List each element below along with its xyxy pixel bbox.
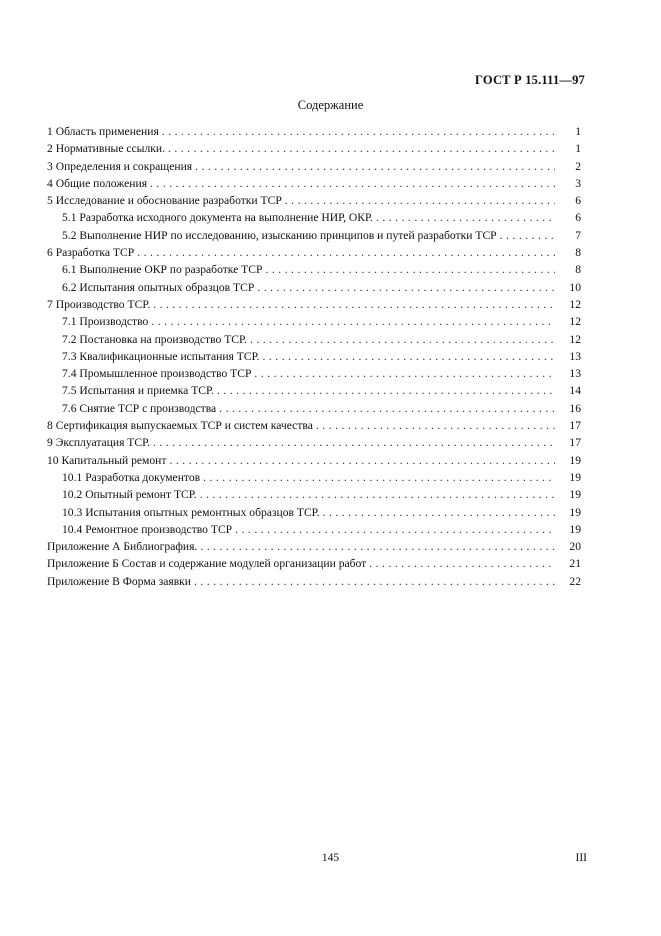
toc-entry[interactable] [47, 125, 581, 142]
toc-entry[interactable] [47, 402, 581, 419]
toc-entry-page: 20 [569, 540, 581, 554]
toc-entry[interactable] [47, 488, 581, 505]
toc-dot-leader [200, 540, 555, 553]
roman-page-number: III [575, 852, 587, 864]
toc-entry-page: 8 [575, 246, 581, 260]
toc-dot-leader [500, 229, 555, 242]
toc-entry-page: 16 [569, 401, 581, 415]
toc-entry-label: 1 Область применения [47, 125, 159, 138]
toc-entry-page: 1 [575, 125, 581, 138]
toc-entry-label: 7.5 Испытания и приемка ТСР. [62, 384, 214, 398]
toc-dot-leader [285, 194, 555, 207]
toc-entry-label: 7.2 Постановка на производство ТСР. [62, 332, 247, 346]
toc-entry-label: 7.6 Снятие ТСР с производства [62, 401, 217, 415]
toc-dot-leader [153, 436, 555, 449]
toc-entry-label: 3 Определения и сокращения [47, 159, 193, 173]
toc-dot-leader [369, 557, 555, 570]
toc-entry-page: 14 [569, 384, 581, 398]
page-number: 145 [321, 852, 340, 864]
toc-entry-page: 19 [569, 453, 581, 467]
toc-entry-page: 6 [575, 211, 581, 225]
toc-entry-label: 5.1 Разработка исходного документа на выполнение НИР, ОКР. [62, 211, 373, 225]
toc-entry-page: 21 [569, 557, 581, 571]
toc-dot-leader [137, 246, 555, 259]
toc-entry-label: 5.2 Выполнение НИР по исследованию, изысканию принципов и путей разработки ТСР [62, 228, 497, 242]
toc-entry[interactable] [47, 298, 581, 315]
toc-entry-page: 10 [569, 280, 581, 294]
toc-entry-label: 7 Производство ТСР. [47, 297, 151, 311]
toc-dot-leader [265, 263, 555, 276]
toc-entry-label: 9 Эксплуатация ТСР. [47, 436, 151, 450]
toc-entry-label: 10.4 Ремонтное производство ТСР [62, 522, 233, 536]
toc-entry[interactable] [47, 384, 581, 401]
toc-entry-page: 13 [569, 367, 581, 381]
toc-entry-label: 8 Сертификация выпускаемых ТСР и систем качества [47, 419, 313, 433]
toc-entry[interactable] [47, 229, 581, 246]
toc-dot-leader [162, 125, 555, 138]
toc-entry[interactable] [47, 177, 581, 194]
toc-entry-label: 4 Общие положения [47, 176, 148, 190]
toc-entry[interactable] [47, 419, 581, 436]
toc-entry[interactable] [47, 454, 581, 471]
toc-entry-page: 2 [575, 159, 581, 173]
toc-dot-leader [168, 142, 555, 155]
toc-entry[interactable] [47, 142, 581, 159]
toc-title: Содержание [297, 98, 364, 112]
toc-entry-page: 12 [569, 332, 581, 346]
toc-dot-leader [235, 523, 555, 536]
toc-dot-leader [323, 506, 555, 519]
toc-entry[interactable] [47, 540, 581, 557]
toc-entry-label: 10 Капитальный ремонт [47, 453, 167, 467]
toc-entry-page: 17 [569, 436, 581, 450]
toc-entry-label: Приложение Б Состав и содержание модулей организации работ [47, 557, 367, 571]
toc-dot-leader [217, 384, 555, 397]
toc-entry-label: 10.1 Разработка документов [62, 470, 201, 484]
toc-entry-label: Приложение А Библиография. [47, 540, 198, 554]
toc-entry-page: 19 [569, 488, 581, 502]
toc-entry[interactable] [47, 246, 581, 263]
toc-entry-label: 6.2 Испытания опытных образцов ТСР [62, 280, 255, 294]
toc-entry-page: 17 [569, 419, 581, 433]
toc-entry[interactable] [47, 263, 581, 280]
toc-entry[interactable] [47, 315, 581, 332]
toc-entry[interactable] [47, 281, 581, 298]
toc-dot-leader [195, 160, 555, 173]
toc-dot-leader [316, 419, 555, 432]
toc-dot-leader [219, 402, 555, 415]
toc-entry[interactable] [47, 557, 581, 574]
toc-entry-label: 6.1 Выполнение ОКР по разработке ТСР [62, 263, 263, 277]
toc-entry[interactable] [47, 194, 581, 211]
toc-dot-leader [263, 350, 555, 363]
toc-entry-label: 7.3 Квалификационные испытания ТСР. [62, 349, 260, 363]
toc-entry-label: 2 Нормативные ссылки. [47, 142, 165, 156]
toc-entry-page: 7 [575, 228, 581, 242]
toc-entry[interactable] [47, 436, 581, 453]
toc-entry-label: 5 Исследование и обоснование разработки ТСР [47, 194, 282, 208]
toc-entry-page: 3 [575, 176, 581, 190]
toc-entry-page: 13 [569, 349, 581, 363]
toc-entry[interactable] [47, 471, 581, 488]
toc-entry-page: 8 [575, 263, 581, 277]
toc-entry[interactable] [47, 333, 581, 350]
toc-entry[interactable] [47, 523, 581, 540]
toc-entry-page: 12 [569, 297, 581, 311]
toc-dot-leader [257, 281, 555, 294]
toc-entry-page: 12 [569, 315, 581, 329]
toc-dot-leader [203, 471, 555, 484]
toc-entry-label: 7.1 Производство [62, 315, 149, 329]
toc-entry-page: 19 [569, 522, 581, 536]
toc-dot-leader [153, 298, 555, 311]
toc-dot-leader [150, 177, 555, 190]
toc-entry-label: 6 Разработка ТСР [47, 246, 135, 260]
toc-dot-leader [250, 333, 555, 346]
toc-dot-leader [200, 488, 555, 501]
toc-entry-page: 1 [575, 142, 581, 156]
toc-entry[interactable] [47, 367, 581, 384]
document-code: ГОСТ Р 15.111—97 [475, 73, 585, 87]
toc-entry-label: 10.2 Опытный ремонт ТСР. [62, 488, 197, 502]
toc-entry[interactable] [47, 160, 581, 177]
toc-entry[interactable] [47, 211, 581, 228]
toc-entry[interactable] [47, 350, 581, 367]
toc-entry[interactable] [47, 575, 581, 592]
toc-entry-page: 6 [575, 194, 581, 208]
toc-entry-label: 10.3 Испытания опытных ремонтных образцов ТСР. [62, 505, 320, 519]
table-of-contents [47, 125, 581, 592]
toc-dot-leader [169, 454, 555, 467]
toc-entry[interactable] [47, 506, 581, 523]
toc-entry-label: 7.4 Промышленное производство ТСР [62, 367, 252, 381]
toc-dot-leader [254, 367, 555, 380]
toc-dot-leader [376, 211, 555, 224]
toc-dot-leader [194, 575, 555, 588]
toc-dot-leader [151, 315, 555, 328]
toc-entry-page: 19 [569, 505, 581, 519]
toc-entry-label: Приложение В Форма заявки [47, 574, 192, 588]
toc-entry-page: 19 [569, 470, 581, 484]
toc-entry-page: 22 [569, 574, 581, 588]
